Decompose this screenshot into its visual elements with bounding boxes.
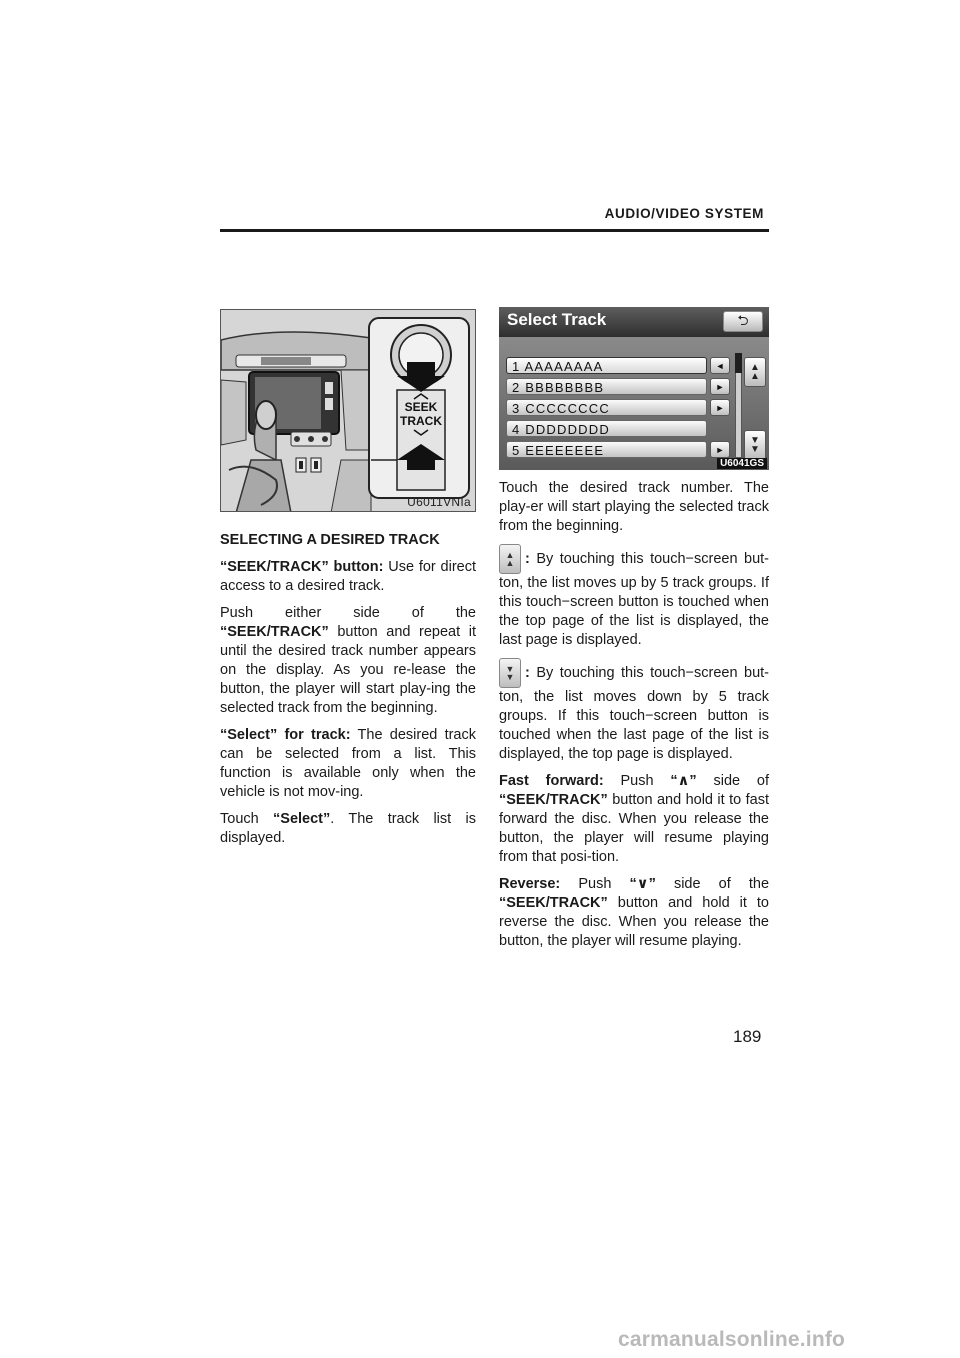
track-item[interactable]: 4 DDDDDDDD (506, 420, 707, 437)
term: Fast forward: (499, 773, 604, 789)
dashboard-illustration (220, 309, 476, 512)
page-up-icon: ▲ ▲ (499, 544, 521, 574)
track-item[interactable]: 5 EEEEEEEE (506, 441, 707, 458)
paragraph (220, 604, 476, 718)
page-up-icon: ▲ ▲ (750, 362, 760, 382)
figure-code: U6011VNIa (407, 495, 471, 509)
text: Use for direct access to a desired track. (220, 559, 477, 594)
left-text-column (220, 531, 476, 856)
page-down-icon: ▼ ▼ (499, 658, 521, 688)
paragraph (499, 772, 769, 867)
term: “∧” (670, 773, 697, 789)
text: Touch (220, 811, 274, 827)
header-rule (220, 229, 769, 232)
term: “SEEK/TRACK” (220, 624, 329, 640)
text: button and repeat it until the desired track number appears on the display. As you re-lease the button, the player will start play-ing the selected track from the beginning. (220, 624, 476, 716)
text: By touching this touch−screen but-ton, the list moves up by 5 track groups. If this touch−screen button is touched when the top page of the list is displayed, the last page is displayed. (499, 550, 769, 648)
paragraph (220, 810, 476, 848)
text: Push (603, 773, 671, 789)
paragraph: Touch the desired track number. The play-er will start playing the selected track from the beginning. (499, 480, 769, 534)
figure-code: U6041GS (717, 458, 767, 469)
watermark: carmanualsonline.info (618, 1328, 846, 1351)
text: By touching this touch−screen but-ton, the list moves down by 5 track groups. If this touch−screen button is touched when the last page of the list is displayed, the top page is displayed. (499, 664, 769, 762)
page-number: 189 (733, 1027, 762, 1046)
screen-title: Select Track (507, 310, 607, 329)
dashboard-drawing (221, 310, 476, 512)
term: “∨” (629, 876, 656, 892)
page-down-button[interactable] (744, 430, 766, 460)
track-arrow-button[interactable]: ► (710, 441, 730, 458)
term: “SEEK/TRACK” button: (220, 559, 384, 575)
text: side of (696, 773, 770, 789)
section-heading: SELECTING A DESIRED TRACK (220, 532, 440, 548)
select-track-screen (499, 307, 769, 470)
paragraph (499, 544, 769, 650)
seek-label: SEEK (404, 400, 438, 414)
text: Push either side of the (220, 605, 476, 621)
track-label: TRACK (400, 414, 442, 428)
text: side of the (655, 876, 770, 892)
scrollbar-thumb[interactable] (735, 353, 742, 373)
track-item[interactable]: 3 CCCCCCCC (506, 399, 707, 416)
term: “SEEK/TRACK” (499, 792, 608, 808)
text: Push (560, 876, 630, 892)
back-button[interactable] (723, 311, 763, 332)
text: button and hold it to fast forward the disc. When you release the button, the player will resume playing from that posi-tion. (499, 792, 769, 865)
page-down-icon: ▼ ▼ (750, 435, 760, 455)
term: “Select” for track: (220, 727, 351, 743)
return-arrow-icon: ⮌ (737, 311, 749, 328)
term: “Select” (273, 811, 331, 827)
track-arrow-button[interactable]: ► (710, 378, 730, 395)
right-text-column (499, 479, 769, 959)
paragraph (499, 875, 769, 951)
paragraph (499, 658, 769, 764)
colon: : (525, 664, 530, 681)
page-up-button[interactable] (744, 357, 766, 387)
paragraph (220, 558, 476, 596)
colon: : (525, 550, 530, 567)
screen-title-bar (499, 307, 769, 337)
track-item[interactable]: 2 BBBBBBBB (506, 378, 707, 395)
term: “SEEK/TRACK” (499, 895, 608, 911)
text: . The track list is displayed. (220, 811, 476, 846)
track-arrow-button[interactable]: ◄ (710, 357, 730, 374)
text: The desired track can be selected from a list. This function is available only when the vehicle is not mov-ing. (220, 727, 476, 800)
track-arrow-button[interactable]: ► (710, 399, 730, 416)
track-item[interactable]: 1 AAAAAAAA (506, 357, 707, 374)
text: button and hold it to reverse the disc. When you release the button, the player will resume playing. (499, 895, 769, 949)
running-header: AUDIO/VIDEO SYSTEM (604, 206, 764, 221)
paragraph (220, 726, 476, 802)
term: Reverse: (499, 876, 561, 892)
